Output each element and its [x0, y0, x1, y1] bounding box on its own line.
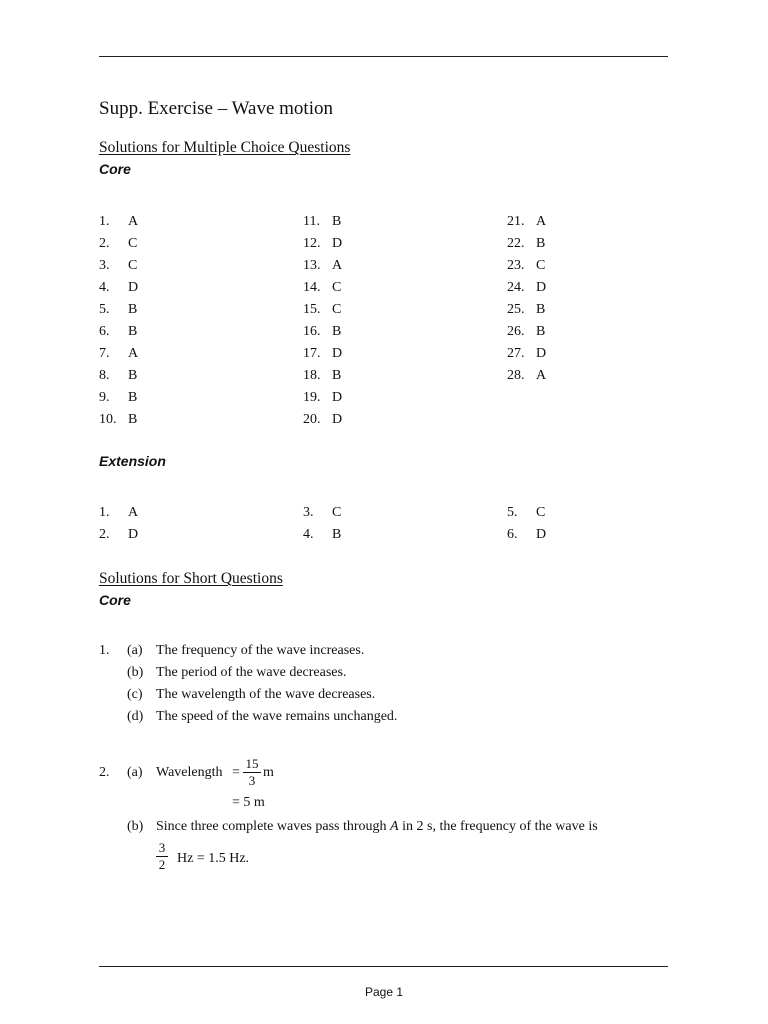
mcq-core-answer-number: 23.	[507, 258, 525, 273]
q2a-equals: =	[232, 765, 240, 780]
q2b-text-pre: Since three complete waves pass through	[156, 819, 391, 834]
mcq-core-answer-letter: B	[332, 368, 342, 383]
mcq-ext-answer-number: 1.	[99, 505, 110, 520]
mcq-core-answer-number: 10.	[99, 412, 117, 427]
mcq-core-answer-number: 22.	[507, 236, 525, 251]
mcq-core-answer-letter: C	[128, 236, 138, 251]
mcq-ext-answer-letter: C	[332, 505, 342, 520]
mcq-core-answer-number: 20.	[303, 412, 321, 427]
mcq-core-answer-number: 5.	[99, 302, 110, 317]
mcq-core-answer-number: 19.	[303, 390, 321, 405]
mcq-core-answer-letter: A	[536, 368, 547, 383]
mcq-core-answer-letter: C	[332, 280, 342, 295]
short-heading: Solutions for Short Questions	[99, 570, 283, 587]
q1-number: 1.	[99, 643, 110, 658]
q1a-label: (a)	[127, 643, 143, 658]
mcq-core-answer-letter: D	[536, 280, 547, 295]
q1d-text: The speed of the wave remains unchanged.	[156, 709, 398, 724]
mcq-core-answer-letter: A	[128, 346, 139, 361]
q2b-frac-denominator: 2	[158, 857, 166, 872]
q2a-text: Wavelength	[156, 765, 223, 780]
mcq-core-answer-number: 7.	[99, 346, 110, 361]
mcq-core-answer-letter: B	[128, 324, 138, 339]
q2a-fraction	[243, 756, 261, 789]
mcq-core-answer-number: 12.	[303, 236, 321, 251]
mcq-core-answer-letter: B	[128, 412, 138, 427]
q1c-label: (c)	[127, 687, 143, 702]
mcq-core-answer-number: 13.	[303, 258, 321, 273]
mcq-core-answer-letter: C	[128, 258, 138, 273]
mcq-core-answer-number: 24.	[507, 280, 525, 295]
mcq-ext-answer-number: 4.	[303, 527, 314, 542]
mcq-core-answer-number: 14.	[303, 280, 321, 295]
mcq-core-answer-number: 26.	[507, 324, 525, 339]
short-core-label: Core	[99, 592, 131, 608]
q1d-label: (d)	[127, 709, 144, 724]
mcq-core-answer-letter: C	[536, 258, 546, 273]
q2b-frac-numerator: 3	[158, 840, 166, 855]
mcq-core-answer-number: 15.	[303, 302, 321, 317]
q1c-text: The wavelength of the wave decreases.	[156, 687, 376, 702]
header-rule	[99, 56, 668, 57]
footer-rule	[99, 966, 668, 967]
mcq-ext-answer-number: 2.	[99, 527, 110, 542]
mcq-core-answer-number: 21.	[507, 214, 525, 229]
mcq-core-answer-letter: A	[536, 214, 547, 229]
q2a-frac-denominator: 3	[248, 773, 256, 788]
q2b-fraction	[156, 840, 168, 873]
q2a-unit: m	[263, 765, 274, 780]
page-title: Supp. Exercise – Wave motion	[99, 98, 333, 119]
mcq-core-answer-letter: B	[536, 302, 546, 317]
mcq-core-answer-number: 16.	[303, 324, 321, 339]
mcq-core-answer-letter: B	[536, 236, 546, 251]
q1b-label: (b)	[127, 665, 144, 680]
mcq-core-answer-letter: B	[128, 302, 138, 317]
q2b-label: (b)	[127, 819, 144, 834]
mcq-core-answer-number: 3.	[99, 258, 110, 273]
mcq-core-answer-number: 25.	[507, 302, 525, 317]
page-number: Page 1	[364, 985, 404, 999]
q1a-text: The frequency of the wave increases.	[156, 643, 365, 658]
mcq-core-answer-number: 27.	[507, 346, 525, 361]
mcq-core-answer-letter: B	[128, 390, 138, 405]
mcq-core-answer-letter: C	[332, 302, 342, 317]
mcq-core-answer-letter: D	[128, 280, 139, 295]
q2a-label: (a)	[127, 765, 143, 780]
q2-number: 2.	[99, 765, 110, 780]
mcq-ext-answer-letter: A	[128, 505, 139, 520]
mcq-ext-answer-number: 5.	[507, 505, 518, 520]
mcq-core-answer-number: 9.	[99, 390, 110, 405]
mcq-core-answer-number: 2.	[99, 236, 110, 251]
mcq-core-answer-number: 18.	[303, 368, 321, 383]
mcq-core-answer-letter: B	[332, 214, 342, 229]
mcq-ext-answer-number: 6.	[507, 527, 518, 542]
q2a-frac-numerator: 15	[245, 756, 259, 771]
mcq-core-answer-number: 11.	[303, 214, 320, 229]
mcq-core-answer-number: 6.	[99, 324, 110, 339]
mcq-core-answer-letter: A	[332, 258, 343, 273]
mcq-core-answer-number: 4.	[99, 280, 110, 295]
mcq-core-answer-letter: D	[332, 346, 343, 361]
mcq-ext-answer-letter: C	[536, 505, 546, 520]
mcq-core-answer-number: 8.	[99, 368, 110, 383]
mcq-core-label: Core	[99, 161, 131, 177]
q2b-text-var: A	[390, 819, 399, 834]
mcq-extension-label: Extension	[99, 453, 166, 469]
q2b-text	[156, 820, 598, 834]
mcq-core-answer-letter: D	[536, 346, 547, 361]
mcq-ext-answer-letter: B	[332, 527, 342, 542]
q2b-result: Hz = 1.5 Hz.	[177, 851, 250, 866]
mcq-core-answer-letter: D	[332, 390, 343, 405]
mcq-core-answer-letter: B	[536, 324, 546, 339]
mcq-core-answer-letter: B	[332, 324, 342, 339]
mcq-ext-answer-letter: D	[536, 527, 547, 542]
q2a-result: = 5 m	[232, 795, 265, 810]
q2b-text-post: in 2 s, the frequency of the wave is	[398, 819, 598, 834]
mcq-core-answer-letter: B	[128, 368, 138, 383]
mcq-heading: Solutions for Multiple Choice Questions	[99, 139, 351, 156]
q1b-text: The period of the wave decreases.	[156, 665, 347, 680]
mcq-core-answer-letter: D	[332, 236, 343, 251]
mcq-core-answer-letter: D	[332, 412, 343, 427]
mcq-core-answer-number: 17.	[303, 346, 321, 361]
mcq-core-answer-number: 1.	[99, 214, 110, 229]
mcq-ext-answer-number: 3.	[303, 505, 314, 520]
mcq-core-answer-number: 28.	[507, 368, 525, 383]
mcq-ext-answer-letter: D	[128, 527, 139, 542]
mcq-core-answer-letter: A	[128, 214, 139, 229]
